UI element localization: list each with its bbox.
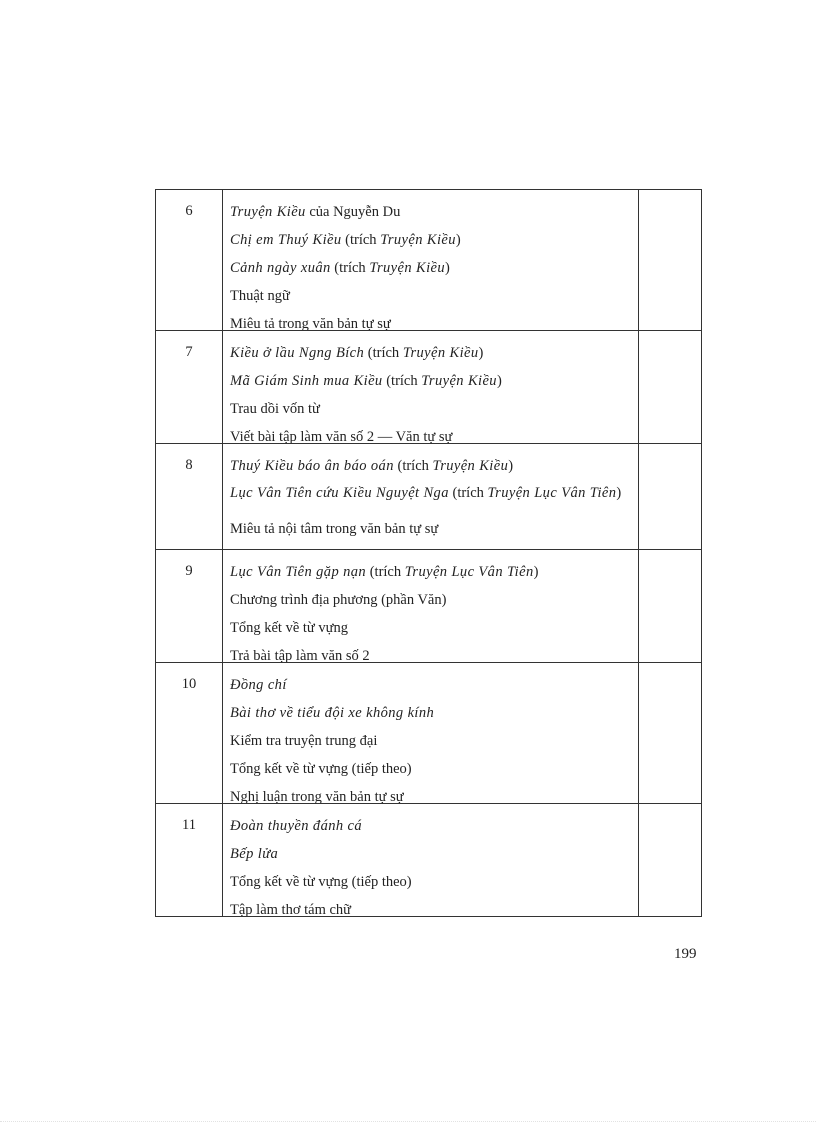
lesson-title-italic: Truyện Lục Vân Tiên — [487, 485, 617, 501]
lesson-title-italic: Truyện Kiều — [421, 373, 497, 389]
lesson-item — [230, 367, 630, 395]
lesson-text: ) — [478, 345, 484, 361]
lesson-text: Tổng kết về từ vựng (tiếp theo) — [230, 761, 412, 777]
lesson-text: (trích — [366, 564, 405, 580]
lesson-title-italic: Truyện Kiều — [380, 232, 456, 248]
lesson-item — [230, 783, 630, 803]
lesson-list-cell — [223, 550, 639, 663]
lesson-item — [230, 671, 630, 699]
lesson-lines — [223, 190, 638, 330]
lesson-text: (trích — [448, 485, 488, 501]
lesson-item — [230, 395, 630, 423]
lesson-title-italic: Thuý Kiều báo ân báo oán — [230, 458, 394, 474]
lesson-lines — [223, 550, 638, 662]
lesson-item — [230, 452, 630, 480]
curriculum-table — [155, 189, 702, 917]
lesson-text: Miêu tả nội tâm trong văn bản tự sự — [230, 521, 439, 537]
lesson-item — [230, 282, 630, 310]
lesson-text: ) — [616, 485, 622, 501]
lesson-lines — [223, 804, 638, 916]
week-cell — [156, 444, 223, 550]
lesson-title-italic: Bài thơ về tiểu đội xe không kính — [230, 705, 435, 721]
lesson-title-italic: Cảnh ngày xuân — [230, 260, 331, 276]
lesson-item — [230, 614, 630, 642]
page-number: 199 — [674, 946, 697, 962]
lesson-item — [230, 896, 630, 916]
notes-cell — [639, 190, 702, 331]
lesson-item — [230, 586, 630, 614]
lesson-title-italic: Chị em Thuý Kiều — [230, 232, 342, 248]
lesson-item — [230, 699, 630, 727]
curriculum-table-body — [156, 190, 702, 917]
lesson-text: ) — [508, 458, 514, 474]
lesson-text: ) — [455, 232, 461, 248]
lesson-text: Trau dồi vốn từ — [230, 401, 320, 417]
week-number: 9 — [185, 563, 193, 579]
lesson-title-italic: Lục Vân Tiên gặp nạn — [230, 564, 367, 580]
table-row — [156, 663, 702, 804]
lesson-text: Nghị luận trong văn bản tự sự — [230, 789, 404, 803]
lesson-item — [230, 755, 630, 783]
lesson-item — [230, 558, 630, 586]
notes-cell — [639, 663, 702, 804]
week-cell — [156, 663, 223, 804]
lesson-item — [230, 515, 630, 543]
lesson-item — [230, 310, 630, 330]
lesson-title-italic: Kiều ở lầu Ngng Bích — [230, 345, 365, 361]
lesson-text: Viết bài tập làm văn số 2 — Văn tự sự — [230, 429, 453, 443]
week-number: 11 — [182, 817, 196, 833]
lesson-lines — [223, 331, 638, 443]
lesson-item — [230, 480, 630, 515]
notes-cell — [639, 804, 702, 917]
lesson-lines — [223, 663, 638, 803]
lesson-title-italic: Lục Vân Tiên cứu Kiều Nguyệt Nga — [230, 485, 449, 501]
lesson-text: (trích — [330, 260, 370, 276]
week-cell — [156, 331, 223, 444]
notes-cell — [639, 550, 702, 663]
week-number: 7 — [185, 344, 193, 360]
lesson-item — [230, 339, 630, 367]
table-row — [156, 190, 702, 331]
notes-cell — [639, 331, 702, 444]
lesson-list-cell — [223, 804, 639, 917]
table-row — [156, 550, 702, 663]
lesson-item — [230, 840, 630, 868]
lesson-text: Miêu tả trong văn bản tự sự — [230, 316, 391, 330]
lesson-title-italic: Đoàn thuyền đánh cá — [230, 818, 363, 834]
lesson-list-cell — [223, 663, 639, 804]
week-number: 10 — [181, 676, 197, 692]
table-row — [156, 331, 702, 444]
lesson-text: ) — [496, 373, 502, 389]
lesson-text: (trích — [382, 373, 422, 389]
lesson-title-italic: Truyện Lục Vân Tiên — [404, 564, 534, 580]
lesson-item — [230, 868, 630, 896]
lesson-text: Thuật ngữ — [230, 288, 290, 304]
week-cell — [156, 804, 223, 917]
lesson-item — [230, 254, 630, 282]
lesson-text: (trích — [364, 345, 403, 361]
lesson-title-italic: Truyện Kiều — [369, 260, 446, 276]
table-row — [156, 804, 702, 917]
lesson-text: (trích — [393, 458, 433, 474]
lesson-text: Tập làm thơ tám chữ — [230, 902, 352, 916]
lesson-text: Chương trình địa phương (phần Văn) — [230, 592, 447, 608]
week-cell — [156, 190, 223, 331]
week-number: 8 — [185, 457, 193, 473]
lesson-text: ) — [533, 564, 539, 580]
page-bottom-divider — [0, 1121, 816, 1122]
lesson-text: Trả bài tập làm văn số 2 — [230, 648, 370, 662]
lesson-text: của Nguyễn Du — [305, 204, 401, 220]
lesson-title-italic: Mã Giám Sinh mua Kiều — [230, 373, 383, 389]
lesson-text: Tổng kết về từ vựng — [230, 620, 349, 636]
lesson-item — [230, 198, 630, 226]
lesson-item — [230, 423, 630, 443]
lesson-title-italic: Đồng chí — [230, 677, 287, 693]
lesson-text: Kiểm tra truyện trung đại — [230, 733, 378, 749]
lesson-lines — [223, 444, 638, 549]
week-number: 6 — [185, 203, 193, 219]
lesson-list-cell — [223, 331, 639, 444]
week-cell — [156, 550, 223, 663]
notes-cell — [639, 444, 702, 550]
lesson-title-italic: Bếp lửa — [230, 846, 279, 862]
lesson-item — [230, 226, 630, 254]
lesson-item — [230, 812, 630, 840]
lesson-item — [230, 727, 630, 755]
lesson-list-cell — [223, 190, 639, 331]
lesson-title-italic: Truyện Kiều — [402, 345, 479, 361]
lesson-item — [230, 642, 630, 662]
lesson-title-italic: Truyện Kiều — [230, 204, 306, 220]
lesson-text: (trích — [341, 232, 381, 248]
lesson-text: Tổng kết về từ vựng (tiếp theo) — [230, 874, 412, 890]
lesson-title-italic: Truyện Kiều — [432, 458, 509, 474]
table-row — [156, 444, 702, 550]
lesson-list-cell — [223, 444, 639, 550]
lesson-text: ) — [445, 260, 450, 276]
